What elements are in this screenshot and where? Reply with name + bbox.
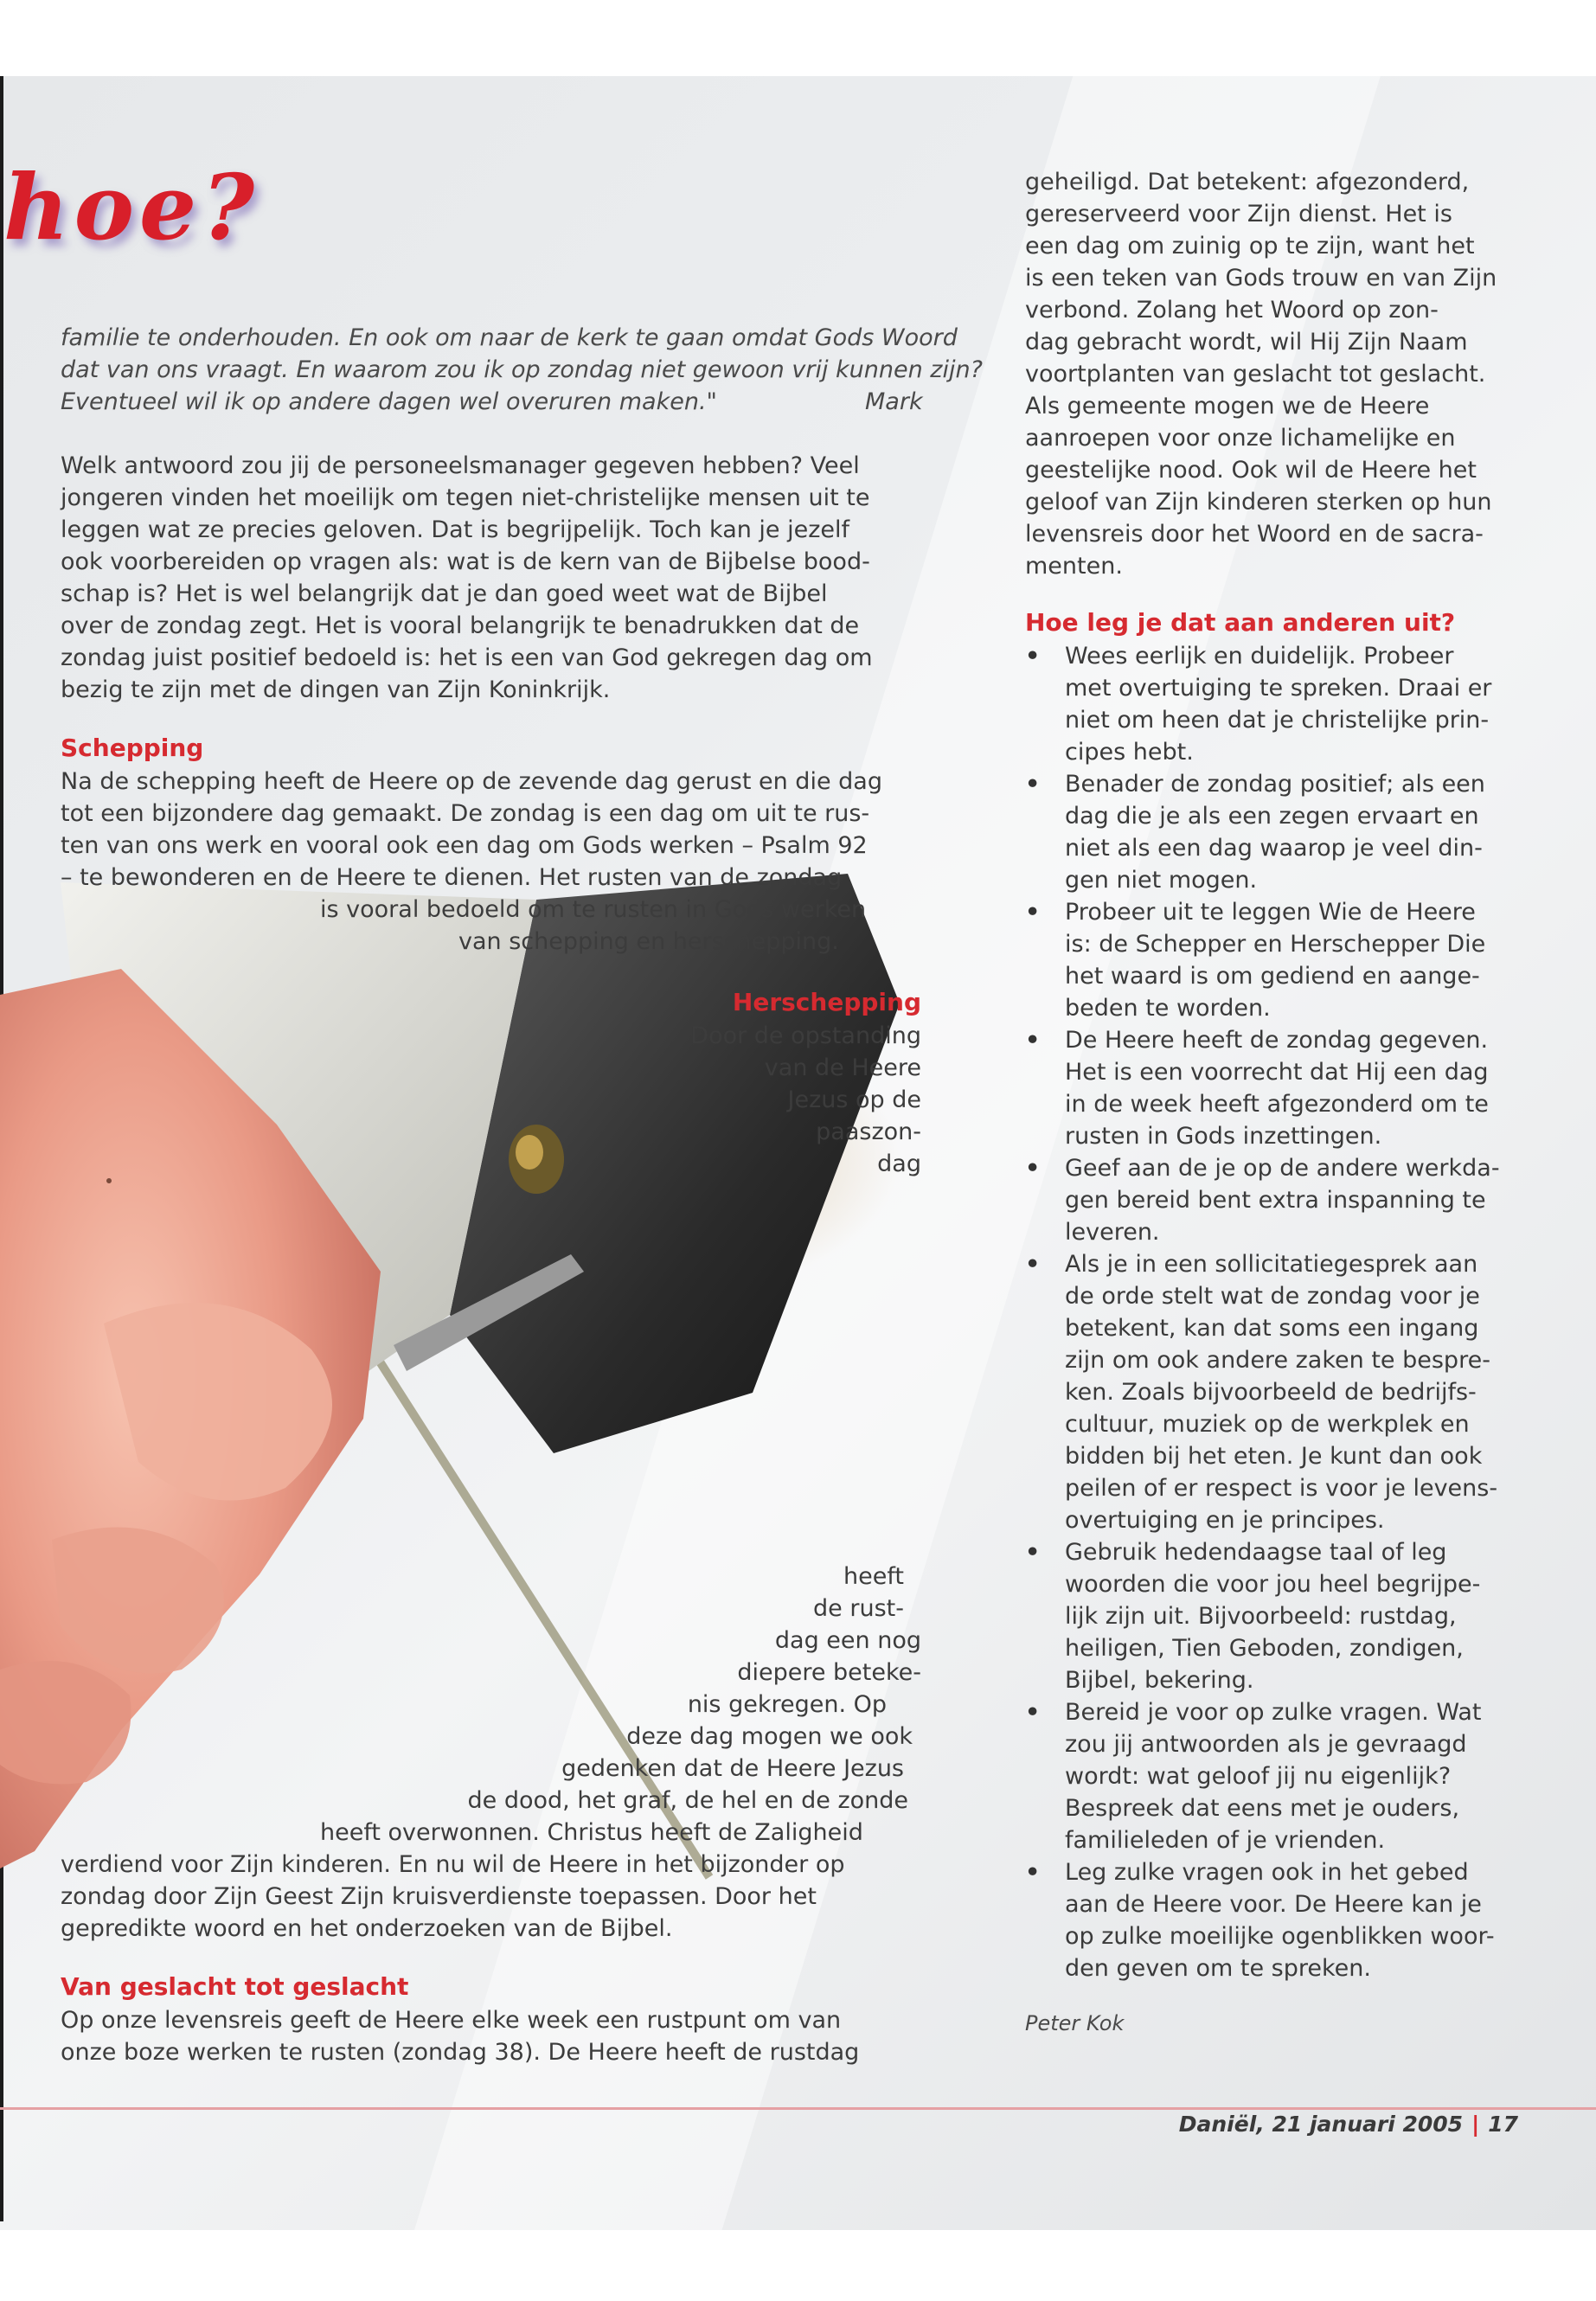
herschepping-line: zondag door Zijn Geest Zijn kruisverdienste toepassen. Door het — [61, 1883, 817, 1910]
bullet-line: Als je in een sollicitatiegesprek aan — [1065, 1251, 1478, 1278]
footer-rule — [0, 2107, 1596, 2110]
bullet-item — [1025, 1024, 1509, 1152]
herschepping-line: verdiend voor Zijn kinderen. En nu wil de Heere in het bijzonder op — [61, 1851, 845, 1878]
bullet-line: cipes hebt. — [1065, 739, 1194, 766]
intro-line: leggen wat ze precies geloven. Dat is begrijpelijk. Toch kan je jezelf — [61, 516, 850, 543]
right-text-line: Als gemeente mogen we de Heere — [1025, 393, 1430, 420]
bullet-line: Bereid je voor op zulke vragen. Wat — [1065, 1699, 1482, 1726]
geslacht-line: onze boze werken te rusten (zondag 38). De Heere heeft de rustdag — [61, 2039, 860, 2066]
intro-line: jongeren vinden het moeilijk om tegen niet-christelijke mensen uit te — [61, 484, 870, 511]
bullet-line: Gebruik hedendaagse taal of leg — [1065, 1539, 1447, 1566]
schepping-line: is vooral bedoeld om te rusten in Gods werken — [320, 896, 867, 923]
bullet-line: de orde stelt wat de zondag voor je — [1065, 1283, 1480, 1310]
bullet-item — [1025, 896, 1509, 1024]
bullet-line: met overtuiging te spreken. Draai er — [1065, 675, 1492, 702]
author-byline: Peter Kok — [1025, 2011, 1125, 2035]
intro-line: over de zondag zegt. Het is vooral belangrijk te benadrukken dat de — [61, 612, 860, 639]
bullet-line: ken. Zoals bijvoorbeeld de bedrijfs- — [1065, 1379, 1477, 1406]
bullet-line: niet als een dag waarop je veel din- — [1065, 835, 1483, 862]
bullet-item — [1025, 1696, 1509, 1856]
bullet-marker: • — [1025, 1539, 1041, 1566]
bullet-line: leveren. — [1065, 1219, 1160, 1246]
bullet-line: Wees eerlijk en duidelijk. Probeer — [1065, 643, 1454, 670]
bullet-line: het waard is om gediend en aange- — [1065, 963, 1480, 990]
schepping-line: van schepping en herschepping. — [458, 928, 839, 955]
herschepping-line: paaszon- — [816, 1118, 921, 1145]
bullet-item — [1025, 1536, 1509, 1696]
herschepping-line: Jezus op de — [787, 1086, 921, 1113]
page-number: 17 — [1488, 2112, 1518, 2137]
footer-separator: | — [1471, 2112, 1480, 2137]
section-heading-geslacht: Van geslacht tot geslacht — [61, 1972, 409, 2001]
right-text-line: is een teken van Gods trouw en van Zijn — [1025, 265, 1497, 292]
quote-line: dat van ons vraagt. En waarom zou ik op zondag niet gewoon vrij kunnen zijn? — [61, 356, 983, 383]
bullet-line: bidden bij het eten. Je kunt dan ook — [1065, 1443, 1483, 1470]
bullet-line: peilen of er respect is voor je levens- — [1065, 1475, 1498, 1502]
bullet-marker: • — [1025, 1155, 1041, 1182]
bullet-line: De Heere heeft de zondag gegeven. — [1065, 1027, 1489, 1054]
herschepping-line: de rust- — [813, 1595, 904, 1622]
bullet-line: heiligen, Tien Geboden, zondigen, — [1065, 1635, 1464, 1662]
bullet-line: Bijbel, bekering. — [1065, 1667, 1254, 1694]
bullet-line: aan de Heere voor. De Heere kan je — [1065, 1891, 1482, 1918]
bullet-marker: • — [1025, 899, 1041, 926]
bullet-line: Leg zulke vragen ook in het gebed — [1065, 1859, 1469, 1886]
quote-line: familie te onderhouden. En ook om naar de kerk te gaan omdat Gods Woord — [61, 324, 958, 351]
right-text-line: levensreis door het Woord en de sacra- — [1025, 521, 1484, 548]
section-heading-schepping: Schepping — [61, 734, 204, 762]
bullet-line: niet om heen dat je christelijke prin- — [1065, 707, 1490, 734]
bullet-line: is: de Schepper en Herschepper Die — [1065, 931, 1486, 958]
bottom-margin — [0, 2230, 1596, 2301]
schepping-line: tot een bijzondere dag gemaakt. De zondag is een dag om uit te rus- — [61, 800, 870, 827]
bullet-line: wordt: wat geloof jij nu eigenlijk? — [1065, 1763, 1452, 1790]
right-text-line: menten. — [1025, 553, 1123, 580]
right-text-line: dag gebracht wordt, wil Hij Zijn Naam — [1025, 329, 1468, 356]
bullet-line: den geven om te spreken. — [1065, 1955, 1371, 1982]
herschepping-line: dag — [877, 1150, 921, 1177]
herschepping-line: de dood, het graf, de hel en de zonde — [467, 1787, 908, 1814]
geslacht-line: Op onze levensreis geeft de Heere elke week een rustpunt om van — [61, 2007, 842, 2034]
intro-line: bezig te zijn met de dingen van Zijn Koninkrijk. — [61, 676, 611, 703]
bullet-line: zijn om ook andere zaken te bespre- — [1065, 1347, 1490, 1374]
bullet-line: rusten in Gods inzettingen. — [1065, 1123, 1382, 1150]
right-text-line: aanroepen voor onze lichamelijke en — [1025, 425, 1456, 452]
bullet-item — [1025, 768, 1509, 896]
bullet-line: Bespreek dat eens met je ouders, — [1065, 1795, 1460, 1822]
bullet-line: cultuur, muziek op de werkplek en — [1065, 1411, 1470, 1438]
herschepping-line: gepredikte woord en het onderzoeken van de Bijbel. — [61, 1915, 673, 1942]
right-text-line: geloof van Zijn kinderen sterken op hun — [1025, 489, 1492, 516]
intro-line: ook voorbereiden op vragen als: wat is de kern van de Bijbelse bood- — [61, 548, 870, 575]
right-text-line: een dag om zuinig op te zijn, want het — [1025, 233, 1475, 260]
bullet-item — [1025, 1856, 1509, 1984]
herschepping-line: heeft overwonnen. Christus heeft de Zaligheid — [320, 1819, 863, 1846]
bullet-marker: • — [1025, 771, 1041, 798]
bullet-line: dag die je als een zegen ervaart en — [1065, 803, 1479, 830]
page-title: hoe? — [3, 154, 260, 260]
bullet-line: familieleden of je vrienden. — [1065, 1827, 1386, 1854]
bullet-line: Het is een voorrecht dat Hij een dag — [1065, 1059, 1489, 1086]
bullet-marker: • — [1025, 1027, 1041, 1054]
herschepping-line: gedenken dat de Heere Jezus — [561, 1755, 904, 1782]
bullet-line: woorden die voor jou heel begrijpe- — [1065, 1571, 1481, 1598]
bullet-marker: • — [1025, 643, 1041, 670]
quote-line: Eventueel wil ik op andere dagen wel overuren maken." — [61, 388, 717, 415]
bullet-line: lijk zijn uit. Bijvoorbeeld: rustdag, — [1065, 1603, 1457, 1630]
bullet-line: zou jij antwoorden als je gevraagd — [1065, 1731, 1467, 1758]
bullet-line: Geef aan de je op de andere werkda- — [1065, 1155, 1500, 1182]
herschepping-line: van de Heere — [764, 1054, 921, 1081]
bullet-marker: • — [1025, 1859, 1041, 1886]
herschepping-line: dag een nog — [774, 1627, 921, 1654]
right-text-line: geheiligd. Dat betekent: afgezonderd, — [1025, 169, 1470, 195]
bullet-line: Benader de zondag positief; als een — [1065, 771, 1485, 798]
bullet-item — [1025, 1248, 1509, 1536]
bullet-line: op zulke moeilijke ogenblikken woor- — [1065, 1923, 1495, 1950]
herschepping-line: heeft — [843, 1563, 904, 1590]
bullet-line: gen bereid bent extra inspanning te — [1065, 1187, 1486, 1214]
right-text-line: voortplanten van geslacht tot geslacht. — [1025, 361, 1486, 388]
schepping-line: ten van ons werk en vooral ook een dag om Gods werken – Psalm 92 — [61, 832, 868, 859]
section-heading-uitleg: Hoe leg je dat aan anderen uit? — [1025, 608, 1456, 637]
publication-date: Daniël, 21 januari 2005 — [1178, 2112, 1464, 2137]
schepping-line: – te bewonderen en de Heere te dienen. Het rusten van de zondag — [61, 864, 843, 891]
bullet-item — [1025, 640, 1509, 768]
herschepping-line: Door de opstanding — [690, 1022, 921, 1049]
intro-line: Welk antwoord zou jij de personeelsmanager gegeven hebben? Veel — [61, 452, 860, 479]
page-footer — [1179, 2112, 1518, 2137]
bullet-line: Probeer uit te leggen Wie de Heere — [1065, 899, 1476, 926]
bullet-marker: • — [1025, 1699, 1041, 1726]
right-text-line: gereserveerd voor Zijn dienst. Het is — [1025, 201, 1452, 228]
herschepping-line: diepere beteke- — [737, 1659, 921, 1686]
quote-author: Mark — [865, 388, 923, 415]
bullet-line: betekent, kan dat soms een ingang — [1065, 1315, 1479, 1342]
herschepping-line: nis gekregen. Op — [687, 1691, 887, 1718]
intro-line: schap is? Het is wel belangrijk dat je dan goed weet wat de Bijbel — [61, 580, 828, 607]
schepping-line: Na de schepping heeft de Heere op de zevende dag gerust en die dag — [61, 768, 882, 795]
bullet-line: overtuiging en je principes. — [1065, 1507, 1385, 1534]
intro-line: zondag juist positief bedoeld is: het is een van God gekregen dag om — [61, 644, 873, 671]
bullet-item — [1025, 1152, 1509, 1248]
section-heading-herschepping: Herschepping — [732, 988, 921, 1016]
bullet-line: beden te worden. — [1065, 995, 1271, 1022]
right-text-line: geestelijke nood. Ook wil de Heere het — [1025, 457, 1477, 484]
bullet-marker: • — [1025, 1251, 1041, 1278]
bullet-line: gen niet mogen. — [1065, 867, 1258, 894]
bullet-line: in de week heeft afgezonderd om te — [1065, 1091, 1489, 1118]
herschepping-line: deze dag mogen we ook — [626, 1723, 913, 1750]
right-text-line: verbond. Zolang het Woord op zon- — [1025, 297, 1439, 324]
